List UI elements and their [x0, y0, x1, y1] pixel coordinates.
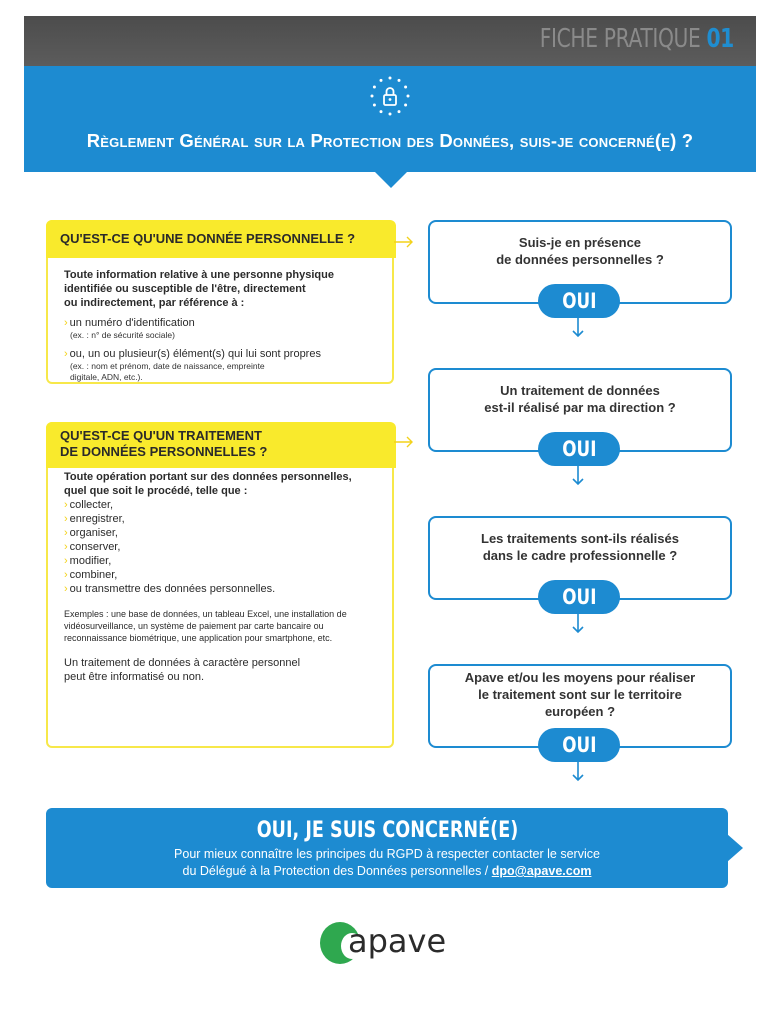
list-item: › organiser, — [64, 527, 118, 539]
list-item: › ou, un ou plusieur(s) élément(s) qui lui sont propres — [64, 348, 321, 360]
arrow-down-icon — [570, 318, 586, 340]
definition-box-processing — [46, 422, 394, 748]
dpo-email-link[interactable]: dpo@apave.com — [491, 864, 592, 878]
conclusion-text: Pour mieux connaître les principes du RGPD à respecter contacter le service du Délégué à la Protection des Données personnelles / dpo@apave.com — [174, 847, 600, 878]
fiche-label-text: FICHE PRATIQUE — [539, 24, 701, 54]
question-text: Les traitements sont-ils réalisés dans le cadre professionnelle ? — [481, 531, 679, 563]
question-text: Suis-je en présence de données personnelles ? — [496, 235, 664, 267]
conclusion-pointer — [727, 834, 743, 862]
list-item: › collecter, — [64, 499, 114, 511]
bullet-icon: › — [64, 348, 68, 360]
answer-badge: OUI — [538, 284, 620, 318]
intro-line: quel que soit le procédé, telle que : — [64, 485, 248, 497]
question-text: Apave et/ou les moyens pour réaliser le traitement sont sur le territoire européen ? — [464, 669, 696, 719]
star-icon — [371, 95, 374, 98]
list-item: › ou transmettre des données personnelles. — [64, 583, 276, 595]
star-icon — [398, 79, 401, 82]
closing-text: Un traitement de données à caractère personnel — [64, 657, 301, 669]
star-icon — [407, 95, 410, 98]
star-icon — [380, 110, 383, 113]
definition-body — [64, 268, 382, 383]
star-icon — [380, 79, 383, 82]
answer-badge: OUI — [538, 432, 620, 466]
bullet-icon: › — [64, 317, 68, 329]
intro-line: identifiée ou susceptible de l'être, directement — [64, 283, 306, 295]
list-item: › modifier, — [64, 555, 112, 567]
list-item: › un numéro d'identification — [64, 317, 195, 329]
logo-text: apave — [348, 922, 447, 960]
arrow-down-icon — [570, 762, 586, 784]
arrow-right-icon — [394, 436, 414, 448]
answer-badge: OUI — [538, 580, 620, 614]
intro-line: ou indirectement, par référence à : — [64, 297, 245, 309]
definition-box-personal-data — [46, 220, 394, 384]
conclusion-box — [46, 808, 728, 888]
example-text: (ex. : nom et prénom, date de naissance, empreinte — [70, 361, 265, 371]
apave-logo — [318, 918, 462, 970]
intro-line: Toute opération portant sur des données personnelles, — [64, 471, 352, 483]
example-text: (ex. : n° de sécurité sociale) — [70, 330, 175, 340]
star-icon — [389, 77, 392, 80]
star-icon — [398, 110, 401, 113]
question-text: Un traitement de données est-il réalisé par ma direction ? — [484, 383, 676, 415]
examples-text: reconnaissance biométrique, une application pour smartphone, etc. — [64, 633, 333, 643]
eu-stars-lock-icon — [368, 74, 412, 118]
closing-text: peut être informatisé ou non. — [64, 671, 205, 683]
definition-body — [64, 470, 382, 684]
star-icon — [404, 104, 407, 107]
star-icon — [404, 86, 407, 89]
conclusion-title: OUI, JE SUIS CONCERNÉ(E) — [256, 818, 518, 843]
arrow-down-icon — [570, 466, 586, 488]
star-icon — [373, 86, 376, 89]
page-title: Règlement Général sur la Protection des Données, suis-je concerné(e) ? — [86, 130, 694, 151]
list-item: › combiner, — [64, 569, 118, 581]
example-text: digitale, ADN, etc.). — [70, 372, 143, 382]
intro-line: Toute information relative à une personne physique — [64, 269, 334, 281]
arrow-down-icon — [570, 614, 586, 636]
arrow-right-icon — [394, 236, 414, 248]
fiche-number: 01 — [706, 24, 734, 54]
examples-text: Exemples : une base de données, un tableau Excel, une installation de — [64, 609, 347, 619]
header-bar — [24, 16, 756, 66]
answer-badge: OUI — [538, 728, 620, 762]
definition-heading: QU'EST-CE QU'UN TRAITEMENT DE DONNÉES PERSONNELLES ? — [46, 422, 396, 468]
banner-pointer — [374, 171, 408, 188]
fiche-label — [540, 24, 734, 54]
star-icon — [373, 104, 376, 107]
definition-heading: QU'EST-CE QU'UNE DONNÉE PERSONNELLE ? — [46, 220, 396, 258]
examples-text: vidéosurveillance, un système de paiement par carte bancaire ou — [64, 621, 324, 631]
list-item: › conserver, — [64, 541, 121, 553]
star-icon — [389, 113, 392, 116]
list-item: › enregistrer, — [64, 513, 125, 525]
